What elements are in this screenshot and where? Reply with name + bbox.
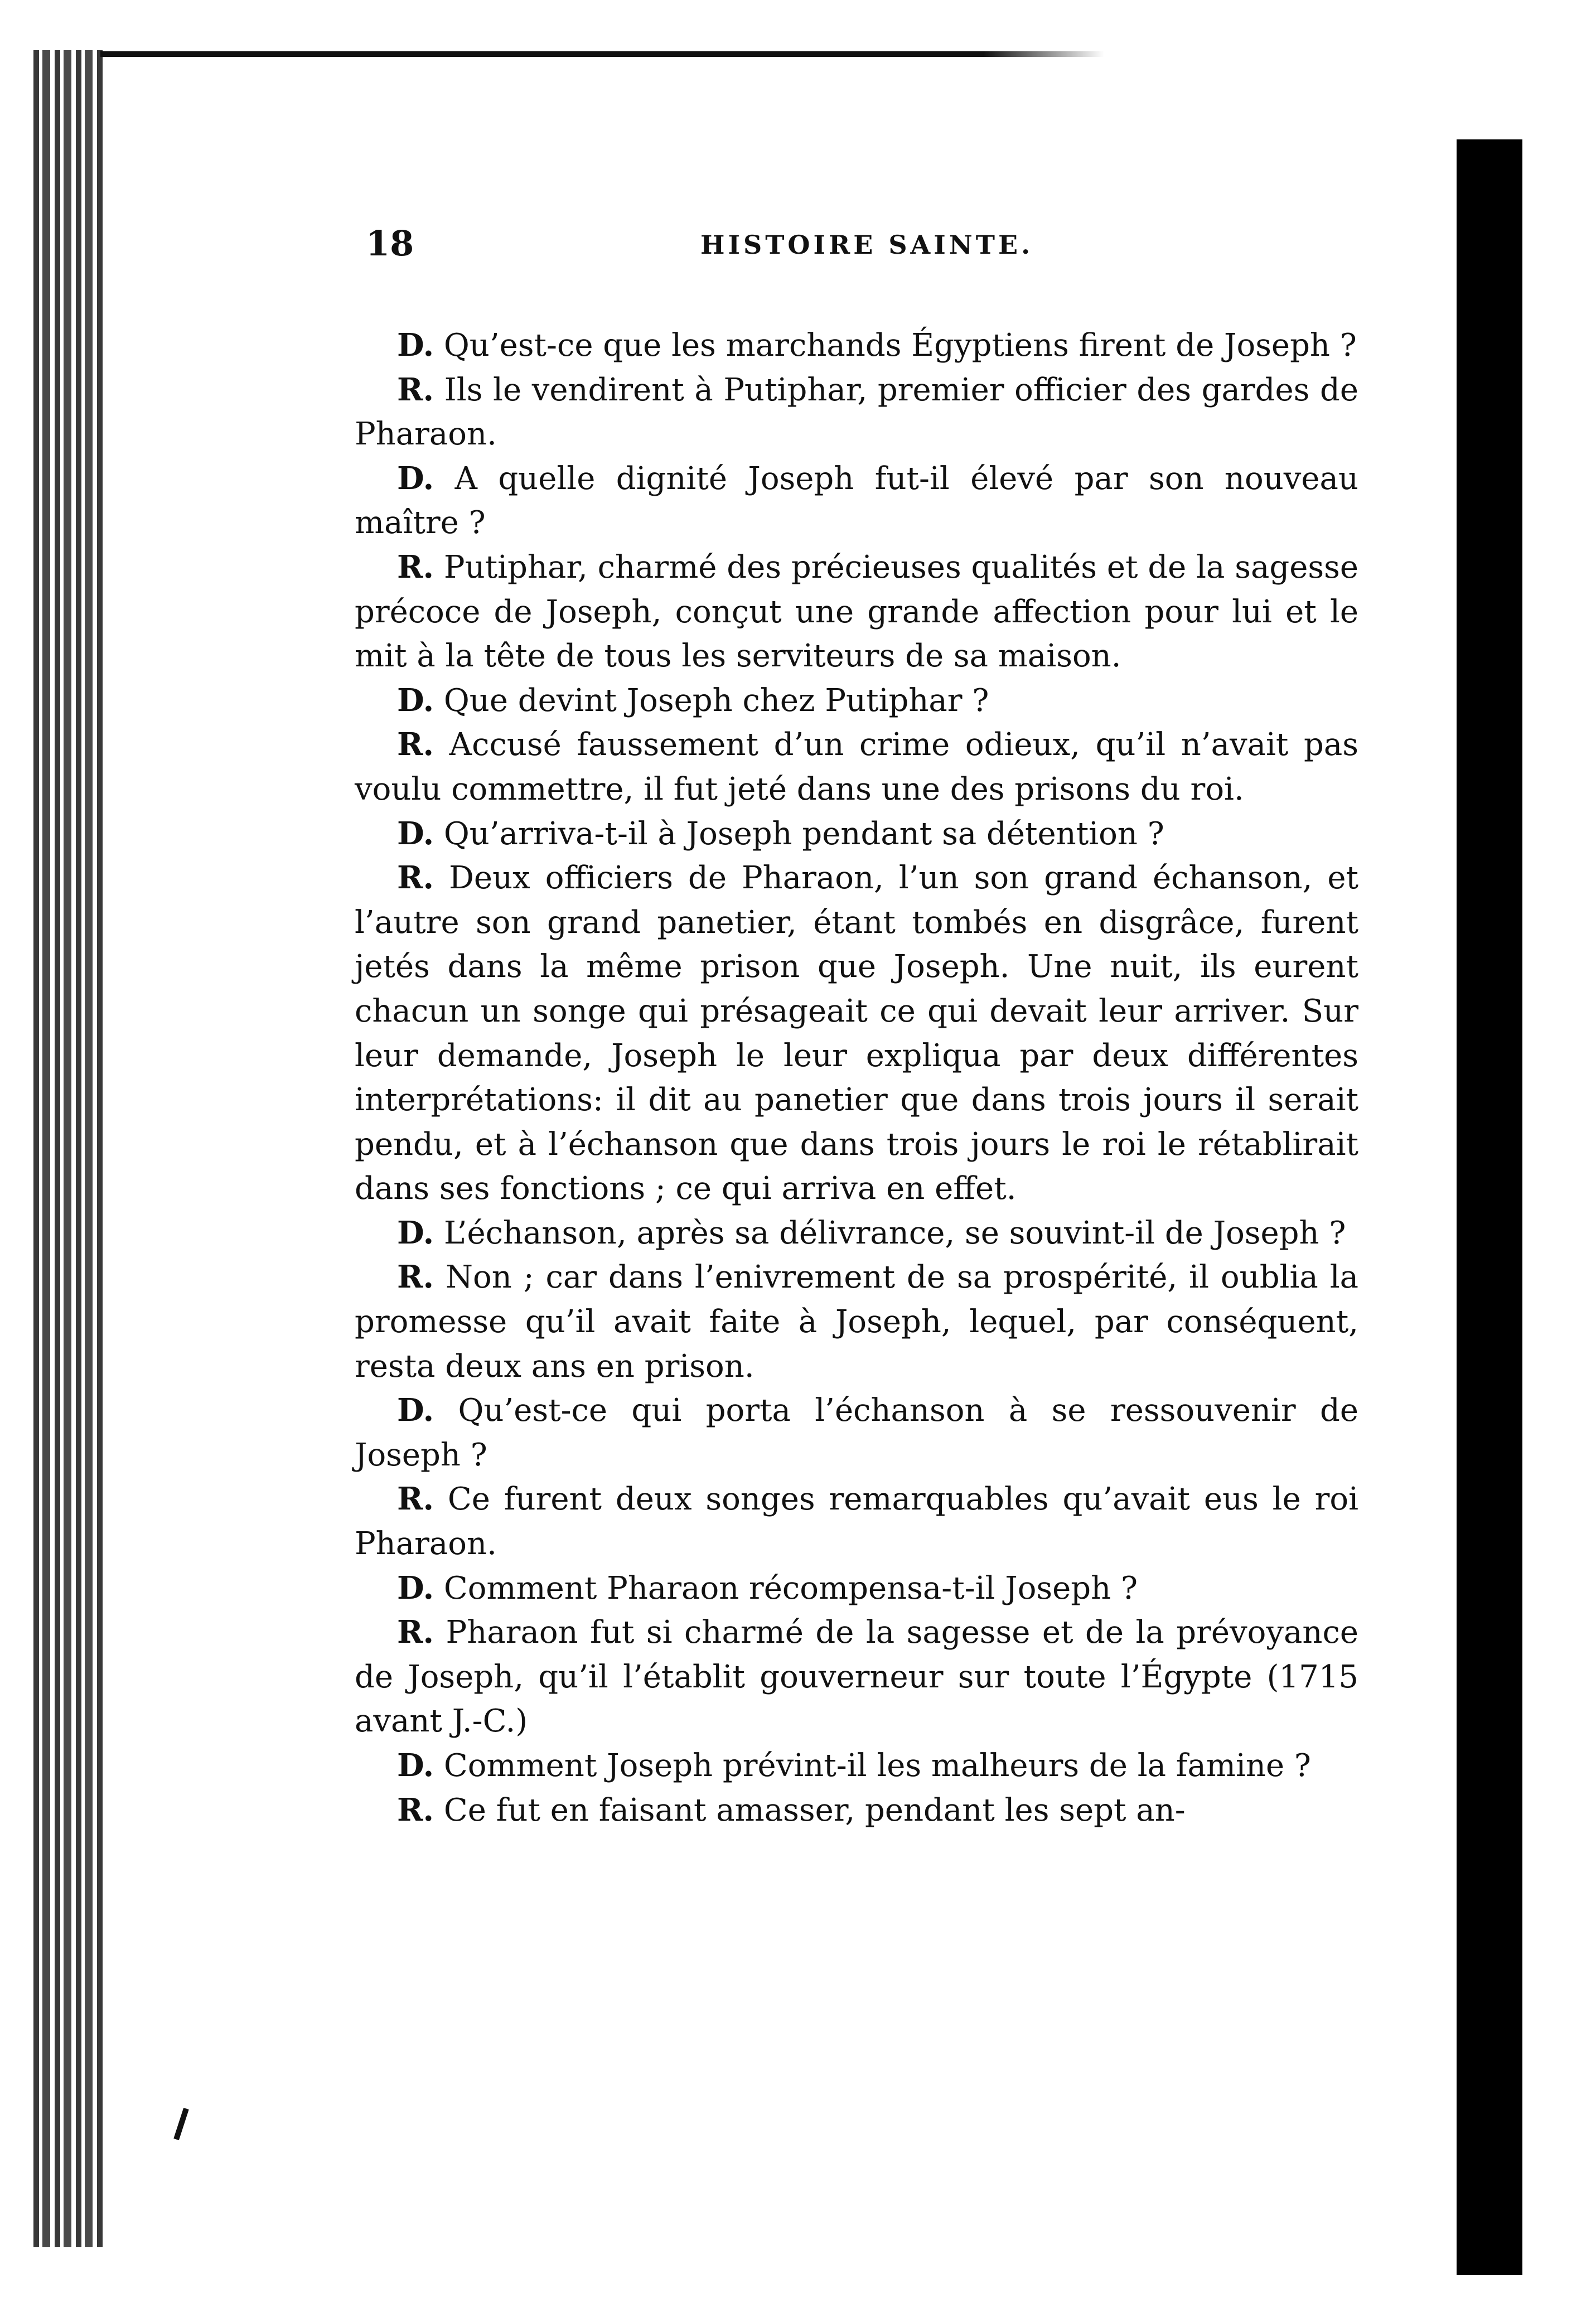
question-marker: D. [397,1747,434,1784]
paragraph-text: L’échanson, après sa délivrance, se souvint-il de Joseph ? [443,1215,1346,1251]
paragraph-text: Ils le vendirent à Putiphar, premier officier des gardes de Pharaon. [355,371,1358,453]
paragraph-text: Accusé faussement d’un crime odieux, qu’il n’avait pas voulu commettre, il fut jeté dans une des prisons du roi. [355,727,1359,807]
paragraph-text: Qu’est-ce qui porta l’échanson à se ressouvenir de Joseph ? [355,1392,1358,1473]
paragraph [355,1211,1358,1256]
paragraph-text: Pharaon fut si charmé de la sagesse et de la prévoyance de Joseph, qu’il l’établit gouverneur sur toute l’Égypte (1715 avant J.-C.) [355,1614,1358,1740]
answer-marker: R. [397,371,434,408]
answer-marker: R. [397,548,434,586]
book-page [355,223,1358,1832]
paragraph [355,1388,1358,1477]
running-title: HISTOIRE SAINTE. [700,230,1034,260]
paragraph [355,1788,1358,1833]
question-marker: D. [397,327,434,364]
paragraph-text: Que devint Joseph chez Putiphar ? [443,682,989,719]
answer-marker: R. [397,1480,434,1518]
paragraph [355,1477,1358,1566]
answer-marker: R. [397,859,434,897]
paragraph-text: Putiphar, charmé des précieuses qualités et de la sagesse précoce de Joseph, conçut une grande affection pour lui et le mit à la tête de tous les serviteurs de sa maison. [355,549,1358,675]
paragraph [355,856,1358,1211]
paragraph-text: A quelle dignité Joseph fut-il élevé par son nouveau maître ? [355,460,1359,541]
paragraph [355,545,1358,679]
answer-marker: R. [397,1614,434,1651]
body-text [355,323,1358,1832]
paragraph-text: Deux officiers de Pharaon, l’un son grand échanson, et l’autre son grand panetier, étant tombés en disgrâce, furent jetés dans la même prison que Joseph. Une nuit, ils eurent chacun un songe qui présageait ce qui devait leur arriver. Sur leur demande, Joseph le leur expliqua par deux différentes interprétations: il dit au panetier que dans trois jours il serait pendu, et à l’échanson que dans trois jours le roi le rétablirait dans ses fonctions ; ce qui arriva en effet. [355,860,1358,1207]
paragraph [355,1744,1358,1788]
paragraph-text: Qu’est-ce que les marchands Égyptiens firent de Joseph ? [443,327,1357,364]
paragraph-text: Comment Pharaon récompensa-t-il Joseph ? [443,1570,1138,1607]
stray-ink-mark [173,2108,188,2140]
binding-edge-shadow [33,50,106,2247]
paragraph [355,457,1358,545]
paragraph-text: Non ; car dans l’enivrement de sa prospérité, il oublia la promesse qu’il avait faite à Joseph, lequel, par conséquent, resta deux ans en prison. [355,1259,1358,1385]
question-marker: D. [397,1392,434,1429]
paragraph [355,1610,1358,1744]
paragraph [355,323,1358,368]
right-edge-shadow [1457,139,1522,2275]
paragraph-text: Ce fut en faisant amasser, pendant les sept an- [443,1792,1186,1828]
answer-marker: R. [397,1791,434,1828]
paragraph [355,1255,1358,1388]
question-marker: D. [397,681,434,719]
question-marker: D. [397,1214,434,1251]
paragraph [355,723,1358,811]
paragraph [355,679,1358,723]
question-marker: D. [397,1569,434,1607]
page-number: 18 [366,223,414,264]
running-head [355,223,1358,279]
question-marker: D. [397,815,434,852]
paragraph-text: Ce furent deux songes remarquables qu’avait eus le roi Pharaon. [355,1481,1358,1562]
question-marker: D. [397,459,434,497]
paragraph [355,1566,1358,1611]
answer-marker: R. [397,1259,434,1296]
paragraph [355,368,1358,457]
top-edge-line [100,51,1104,57]
paragraph-text: Comment Joseph prévint-il les malheurs de la famine ? [443,1748,1311,1784]
paragraph [355,812,1358,857]
paragraph-text: Qu’arriva-t-il à Joseph pendant sa détention ? [443,815,1164,852]
answer-marker: R. [397,726,434,763]
